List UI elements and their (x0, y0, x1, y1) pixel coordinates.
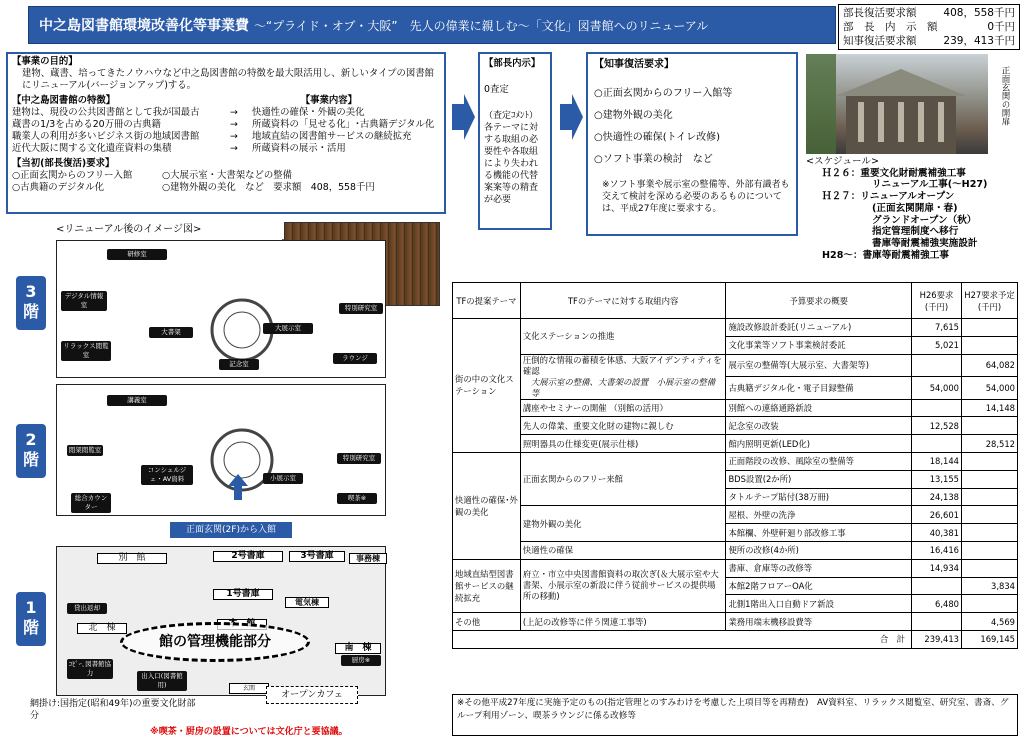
h27-cell: 54,000 (962, 377, 1018, 400)
schedule-line: (正面玄関開扉・春) (872, 202, 958, 214)
h26-cell: 54,000 (912, 377, 962, 400)
entrance-label: 正面玄関(2F)から入館 (170, 522, 292, 538)
total-h27: 169,145 (962, 630, 1018, 648)
content-cell: 正面玄関からのフリー来館 (520, 452, 726, 505)
floor-3-plan (56, 240, 386, 378)
photo-label: 正面玄関の開扉 (1000, 66, 1010, 126)
theme-cell: 地域直結型図書館サービスの継続拡充 (453, 559, 521, 612)
item-cell: 記念室の改装 (726, 417, 912, 435)
content-cell: 照明器具の仕様変更(展示仕様) (520, 435, 726, 453)
room-label: 記念室 (219, 359, 259, 370)
schedule-line: Ｈ２６：重要文化財耐震補強工事 (822, 167, 966, 179)
content-text: 地域直結の図書館サービスの継続拡充 (252, 131, 412, 142)
h26-cell (912, 613, 962, 631)
item-cell: 古典籍デジタル化・電子目録整備 (726, 377, 912, 400)
naiji-box (478, 52, 552, 230)
arrow-icon: → (230, 107, 238, 118)
feature-text: 近代大阪に関する文化遺産資料の集積 (12, 143, 172, 154)
item-cell: 別館への連絡通路新設 (726, 399, 912, 417)
h27-cell (962, 559, 1018, 577)
request-item: ○古典籍のデジタル化 (12, 182, 104, 193)
room-label: 厨房※ (341, 655, 381, 666)
room-label: 講義室 (107, 395, 167, 406)
floor-3-label: 3 階 (16, 276, 46, 330)
up-arrow-icon (228, 474, 248, 500)
management-area: 館の管理機能部分 (120, 622, 310, 662)
h27-cell: 64,082 (962, 354, 1018, 377)
item-cell: 便所の改修(4か所) (726, 541, 912, 559)
room-label: 特別研究室 (337, 453, 381, 464)
room-label: 特別研究室 (339, 303, 383, 314)
open-cafe-label: オープンカフェ (266, 686, 358, 704)
h26-cell: 6,480 (912, 595, 962, 613)
amount-label: 部 長 内 示 額 (843, 21, 938, 33)
purpose-heading: 【事業の目的】 (12, 56, 78, 67)
room-label: ｺﾋﾟｰ､図書館協力 (68, 660, 112, 677)
chiji-item: ○正面玄関からのフリー入館等 (594, 88, 733, 99)
table-header: TFのテーマに対する取組内容 (520, 283, 726, 319)
table-row (453, 319, 1018, 337)
content-cell: 建物外観の美化 (520, 506, 726, 542)
request-item: ○正面玄関からのフリー入館 (12, 170, 133, 181)
amount-value: 0千円 (987, 21, 1015, 33)
theme-cell: 快適性の確保･外観の美化 (453, 452, 521, 559)
h26-cell (912, 435, 962, 453)
naiji-comment: （査定ｺﾒﾝﾄ）各テーマに対する取組の必要性や各取組により失われる機能の代替案案等の精査が必要 (484, 111, 539, 205)
room-label: デジタル情報室 (61, 291, 107, 311)
h26-cell (912, 577, 962, 595)
content-text: 所蔵資料の「見せる化」･古典籍デジタル化 (252, 119, 435, 130)
table-row (453, 506, 1018, 524)
chiji-item: ○建物外観の美化 (594, 110, 673, 121)
content-text: 大展示室の整備、大書架の設置 小展示室の整備 等 (530, 376, 724, 398)
arrow-icon: → (230, 131, 238, 142)
footnote: ※その他平成27年度に実施予定のもの(指定管理とのすみわけを考慮した上項目等を再精査) AV資料室、リラックス閲覧室、研究室、書斎、グループ利用ゾーン、喫茶ラウンジに係る改修等 (452, 694, 1018, 736)
chiji-note: ※ソフト事業や展示室の整備等、外部有識者も交えて検討を深める必要のあるものについては、平成27年度に要求する。 (602, 180, 790, 214)
content-cell: 先人の偉業、重要文化財の建物に親しむ (520, 417, 726, 435)
building-label: 電気棟 (285, 597, 329, 608)
h26-cell: 12,528 (912, 417, 962, 435)
table-row (453, 354, 1018, 377)
right-arrow-icon (450, 92, 476, 142)
item-cell: 正面階段の改修、風除室の整備等 (726, 452, 912, 470)
h26-cell: 16,416 (912, 541, 962, 559)
theme-cell: 街の中の文化ステーション (453, 319, 521, 453)
item-cell: 館内照明更新(LED化) (726, 435, 912, 453)
floor-1-label: 1 階 (16, 592, 46, 646)
building-label: 3号書庫 (289, 551, 345, 562)
h26-cell: 40,381 (912, 524, 962, 542)
table-row (453, 399, 1018, 417)
h27-cell: 3,834 (962, 577, 1018, 595)
table-row (453, 559, 1018, 577)
room-label: 喫茶※ (337, 493, 377, 504)
features-heading: 【中之島図書館の特徴】 (12, 95, 116, 106)
building-label: 別 館 (97, 553, 167, 564)
content-cell: 文化ステーションの推進 (520, 319, 726, 355)
feature-text: 職業人の利用が多いビジネス街の地域図書館 (12, 131, 200, 142)
chiji-heading: 【知事復活要求】 (594, 59, 674, 70)
item-cell: 展示室の整備等(大展示室、大書架等) (726, 354, 912, 377)
schedule-line: Ｈ２７：リニューアルオープン (822, 191, 955, 203)
title-main: 中之島図書館環境改善化等事業費 (39, 18, 249, 34)
schedule-line: リニューアル工事(～H27) (872, 179, 988, 191)
right-arrow-icon (558, 92, 584, 142)
content-cell: 快適性の確保 (520, 541, 726, 559)
content-cell: 府立・市立中央図書館資料の取次ぎ(＆大展示室や大書架、小展示室の新設に伴う従前サービスの提供場所の移動) (520, 559, 726, 612)
request-item: ○大展示室・大書架などの整備 (162, 170, 293, 181)
arrow-icon: → (230, 143, 238, 154)
request-heading: 【当初(部長復活)要求】 (12, 158, 115, 169)
budget-table (452, 282, 1018, 649)
item-cell: 文化事業等ソフト事業検討委託 (726, 336, 912, 354)
h27-cell (962, 595, 1018, 613)
content-text: 所蔵資料の展示・活用 (252, 143, 346, 154)
arrow-icon: → (230, 119, 238, 130)
table-row (453, 435, 1018, 453)
h27-cell (962, 336, 1018, 354)
item-cell: 業務用端末機移設費等 (726, 613, 912, 631)
content-cell: 講座やセミナーの開催 （別館の活用） (520, 399, 726, 417)
h26-cell: 26,601 (912, 506, 962, 524)
h27-cell (962, 541, 1018, 559)
item-cell: 施設改修設計委託(リニューアル) (726, 319, 912, 337)
h27-cell (962, 470, 1018, 488)
room-label: 大展示室 (263, 323, 313, 334)
features-list (12, 107, 440, 155)
feature-text: 建物は、現役の公共図書館として我が国最古 (12, 107, 200, 118)
h27-cell (962, 506, 1018, 524)
h26-cell (912, 399, 962, 417)
room-label: 大書架 (149, 327, 193, 338)
amount-value: 239，413千円 (943, 35, 1015, 47)
purpose-text: 建物、蔵書、培ってきたノウハウなど中之島図書館の特徴を最大限活用し、新しいタイプの図書館にリニューアル(バージョンアップ)する。 (22, 68, 435, 91)
schedule-line: H28～：書庫等耐震補強工事 (822, 249, 949, 261)
room-label: 閲架閲覧室 (68, 446, 102, 454)
amount-value: 408，558千円 (943, 7, 1015, 19)
schedule-line: グランドオープン（秋） (872, 214, 977, 226)
total-h26: 239,413 (912, 630, 962, 648)
table-row (453, 541, 1018, 559)
room-label: 貸出返却 (67, 603, 107, 614)
item-cell: BDS設置(2か所) (726, 470, 912, 488)
building-label: 北 棟 (77, 623, 127, 634)
room-label: 小展示室 (263, 473, 303, 484)
total-label: 合 計 (453, 630, 912, 648)
table-header: 予算要求の概要 (726, 283, 912, 319)
amount-label: 部長復活要求額 (843, 7, 917, 19)
content-heading: 【事業内容】 (300, 95, 357, 106)
page-title (28, 6, 836, 44)
building-label: 1号書庫 (213, 589, 273, 600)
floor-2-plan (56, 384, 386, 516)
request-item: ○建物外観の美化 など 要求額 408，558千円 (162, 182, 375, 193)
table-header: H27要求予定(千円) (962, 283, 1018, 319)
h26-cell: 7,615 (912, 319, 962, 337)
naiji-result: 0査定 (484, 84, 509, 95)
content-text: 快適性の確保・外観の美化 (252, 107, 365, 118)
chiji-item: ○ソフト事業の検討 など (594, 154, 713, 165)
content-text: 圧倒的な情報の蓄積を体感、大阪アイデンティティを確認 (522, 354, 722, 376)
item-cell: タトルテープ貼付(38万冊) (726, 488, 912, 506)
h27-cell (962, 452, 1018, 470)
room-label: 研修室 (107, 249, 167, 260)
table-row (453, 417, 1018, 435)
item-cell: 屋根、外壁の洗浄 (726, 506, 912, 524)
h26-cell (912, 354, 962, 377)
total-row (453, 630, 1018, 648)
h27-cell (962, 488, 1018, 506)
image-title: <リニューアル後のイメージ図> (56, 224, 202, 235)
h27-cell: 4,569 (962, 613, 1018, 631)
item-cell: 書庫、倉庫等の改修等 (726, 559, 912, 577)
h27-cell: 28,512 (962, 435, 1018, 453)
table-row (453, 452, 1018, 470)
title-sub: ～“プライド・オブ・大阪” 先人の偉業に親しむ～「文化」図書館へのリニューアル (253, 19, 709, 33)
item-cell: 北側1階出入口自動ドア新設 (726, 595, 912, 613)
table-header: H26要求(千円) (912, 283, 962, 319)
h26-cell: 13,155 (912, 470, 962, 488)
room-label: コンシェルジェ・AV資料 (141, 465, 193, 485)
schedule-line: 指定管理制度へ移行 (872, 226, 959, 238)
h26-cell: 24,138 (912, 488, 962, 506)
mesh-note: 網掛け:国指定(昭和49年)の重要文化財部分 (30, 699, 196, 721)
cafe-note: ※喫茶・厨房の設置については文化庁と要協議。 (150, 727, 348, 737)
room-label: 玄関 (229, 683, 269, 694)
schedule (806, 156, 1018, 274)
floor-2-label: 2 階 (16, 424, 46, 478)
theme-cell: その他 (453, 613, 521, 631)
building-label: 事務棟 (349, 553, 387, 564)
amount-label: 知事復活要求額 (843, 35, 917, 47)
room-label: リラックス閲覧室 (61, 341, 111, 361)
h27-cell (962, 417, 1018, 435)
h27-cell (962, 319, 1018, 337)
h26-cell: 14,934 (912, 559, 962, 577)
schedule-heading: <スケジュール> (806, 156, 880, 167)
amount-box (838, 4, 1020, 50)
h26-cell: 18,144 (912, 452, 962, 470)
h27-cell: 14,148 (962, 399, 1018, 417)
table-header: TFの提案テーマ (453, 283, 521, 319)
chiji-box (586, 52, 798, 236)
library-photo (806, 54, 988, 154)
chiji-item: ○快適性の確保(トイレ改修) (594, 132, 721, 143)
room-label: 出入口(図書館用) (137, 671, 187, 691)
table-row (453, 613, 1018, 631)
h27-cell (962, 524, 1018, 542)
building-label: 2号書庫 (213, 551, 283, 562)
h26-cell: 5,021 (912, 336, 962, 354)
room-label: ラウンジ (333, 353, 377, 364)
schedule-line: 書庫等耐震補強実施設計 (872, 237, 978, 249)
naiji-heading: 【部長内示】 (484, 58, 541, 69)
floor-1-plan (56, 546, 386, 696)
purpose-box (6, 52, 446, 214)
room-label: 総合カウンター (71, 493, 111, 513)
feature-text: 蔵書の1/3を占める20万冊の古典籍 (12, 119, 161, 130)
item-cell: 本館欄、外壁軒廻り部改修工事 (726, 524, 912, 542)
content-cell (520, 354, 726, 399)
item-cell: 本館2階フロアーOA化 (726, 577, 912, 595)
building-label: 南 棟 (335, 643, 381, 654)
content-cell: (上記の改修等に伴う関連工事等) (520, 613, 726, 631)
